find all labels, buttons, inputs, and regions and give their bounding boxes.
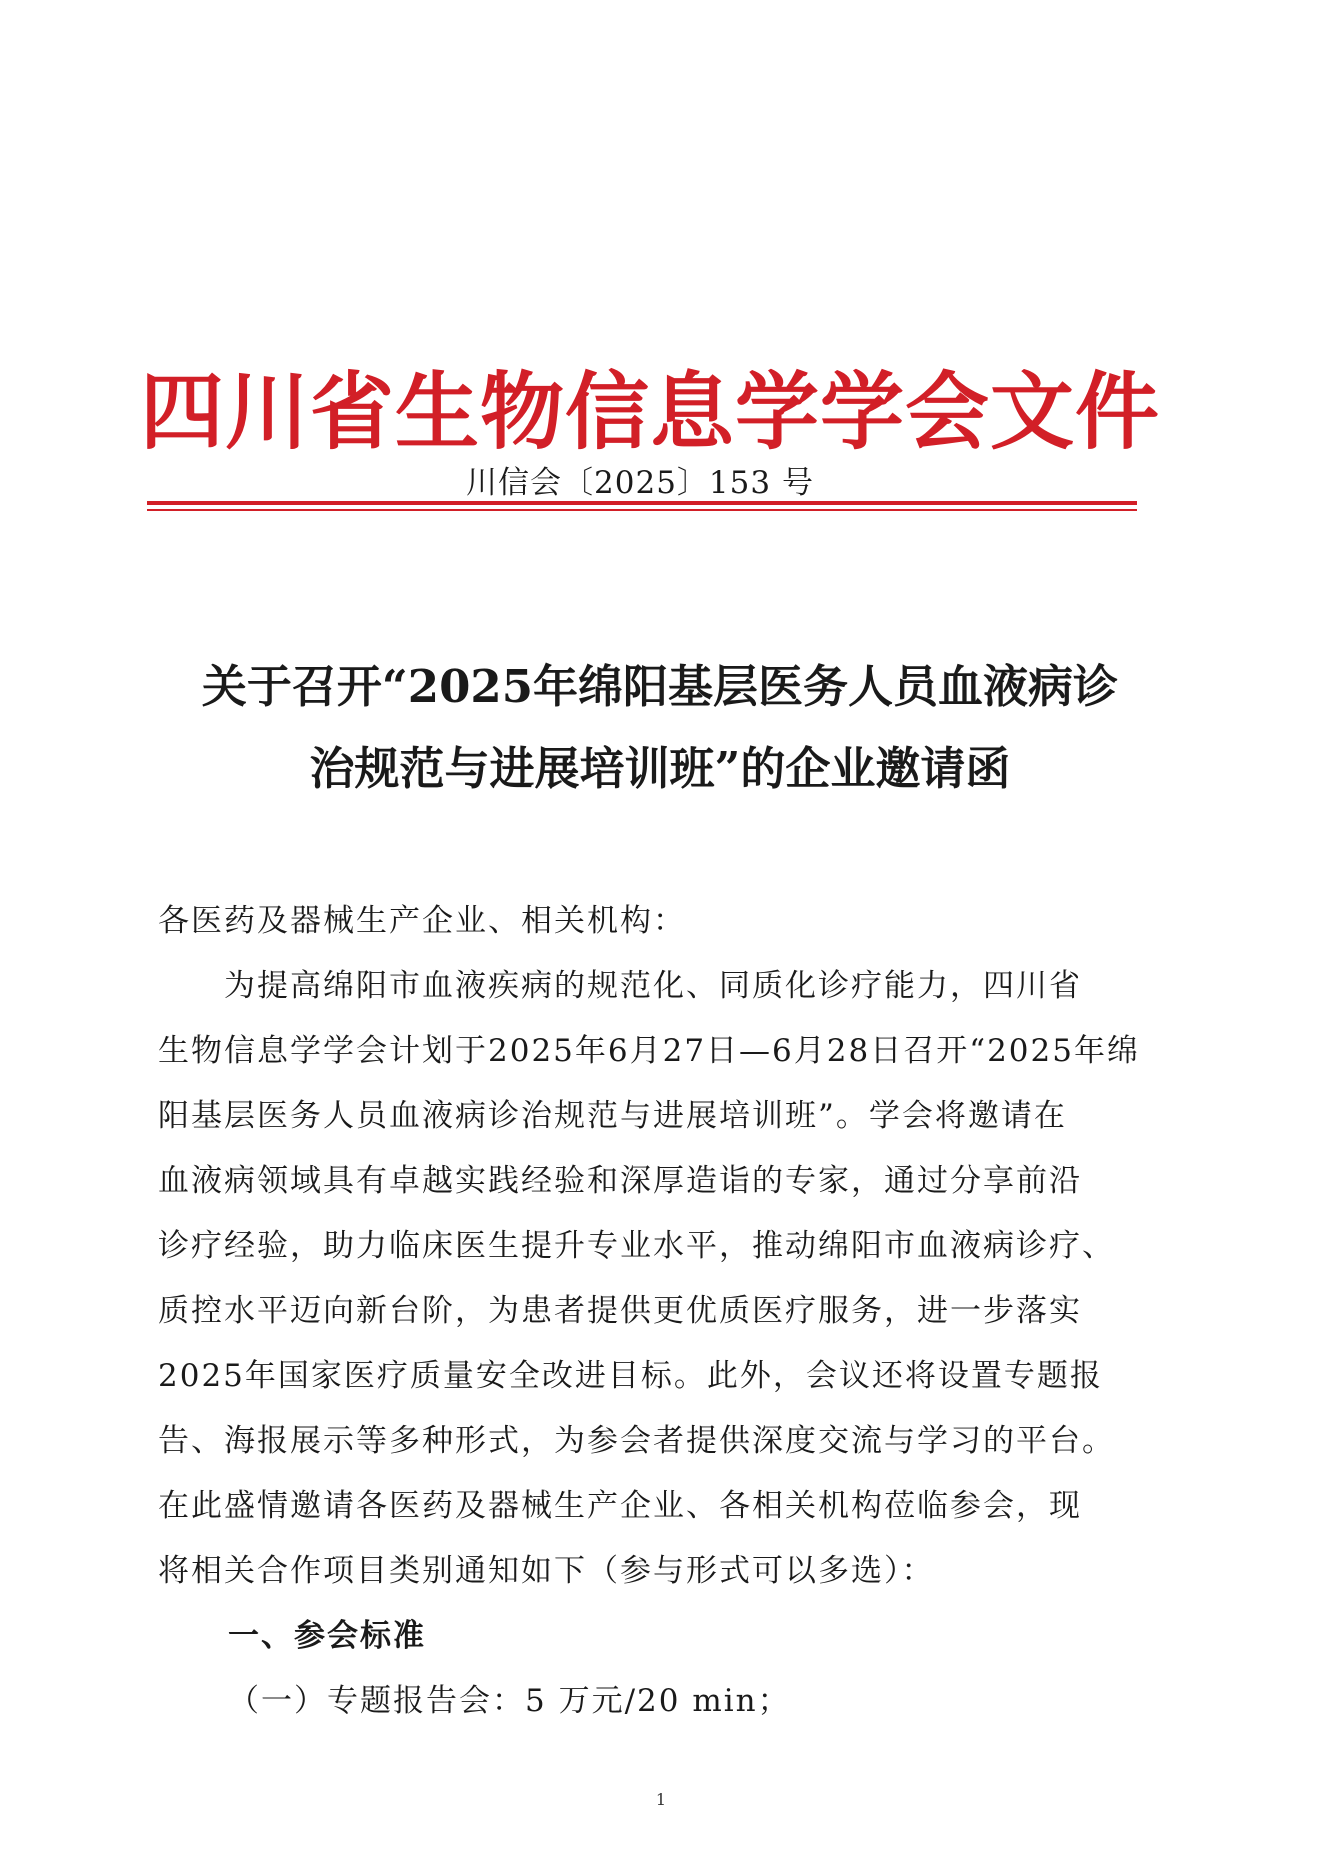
document-number: 川信会〔2025〕153 号: [466, 465, 814, 501]
body-line: 2025年国家医疗质量安全改进目标。此外，会议还将设置专题报: [158, 1358, 1103, 1394]
org-header-title: 四川省生物信息学学会文件: [140, 362, 1161, 461]
body-line: 为提高绵阳市血液疾病的规范化、同质化诊疗能力，四川省: [158, 968, 1082, 1004]
body-line: 血液病领域具有卓越实践经验和深厚造诣的专家，通过分享前沿: [158, 1163, 1082, 1199]
list-item: （一）专题报告会：5 万元/20 min；: [228, 1683, 791, 1719]
notice-title-line2: 治规范与进展培训班”的企业邀请函: [309, 742, 1011, 795]
page-number: 1: [655, 1790, 667, 1809]
notice-title-line1: 关于召开“2025年绵阳基层医务人员血液病诊: [201, 660, 1119, 713]
body-line: 生物信息学学会计划于2025年6月27日—6月28日召开“2025年绵: [158, 1033, 1140, 1069]
section-heading: 一、参会标准: [228, 1618, 426, 1654]
body-line: 阳基层医务人员血液病诊治规范与进展培训班”。学会将邀请在: [158, 1098, 1067, 1134]
body-line: 诊疗经验，助力临床医生提升专业水平，推动绵阳市血液病诊疗、: [158, 1228, 1115, 1264]
body-line: 告、海报展示等多种形式，为参会者提供深度交流与学习的平台。: [158, 1423, 1115, 1459]
red-divider-thick: [147, 501, 1137, 505]
body-line: 将相关合作项目类别通知如下（参与形式可以多选）：: [158, 1553, 935, 1589]
salutation: 各医药及器械生产企业、相关机构：: [158, 903, 686, 939]
body-line: 质控水平迈向新台阶，为患者提供更优质医疗服务，进一步落实: [158, 1293, 1082, 1329]
red-divider-thin: [147, 509, 1137, 511]
body-line: 在此盛情邀请各医药及器械生产企业、各相关机构莅临参会，现: [158, 1488, 1082, 1524]
